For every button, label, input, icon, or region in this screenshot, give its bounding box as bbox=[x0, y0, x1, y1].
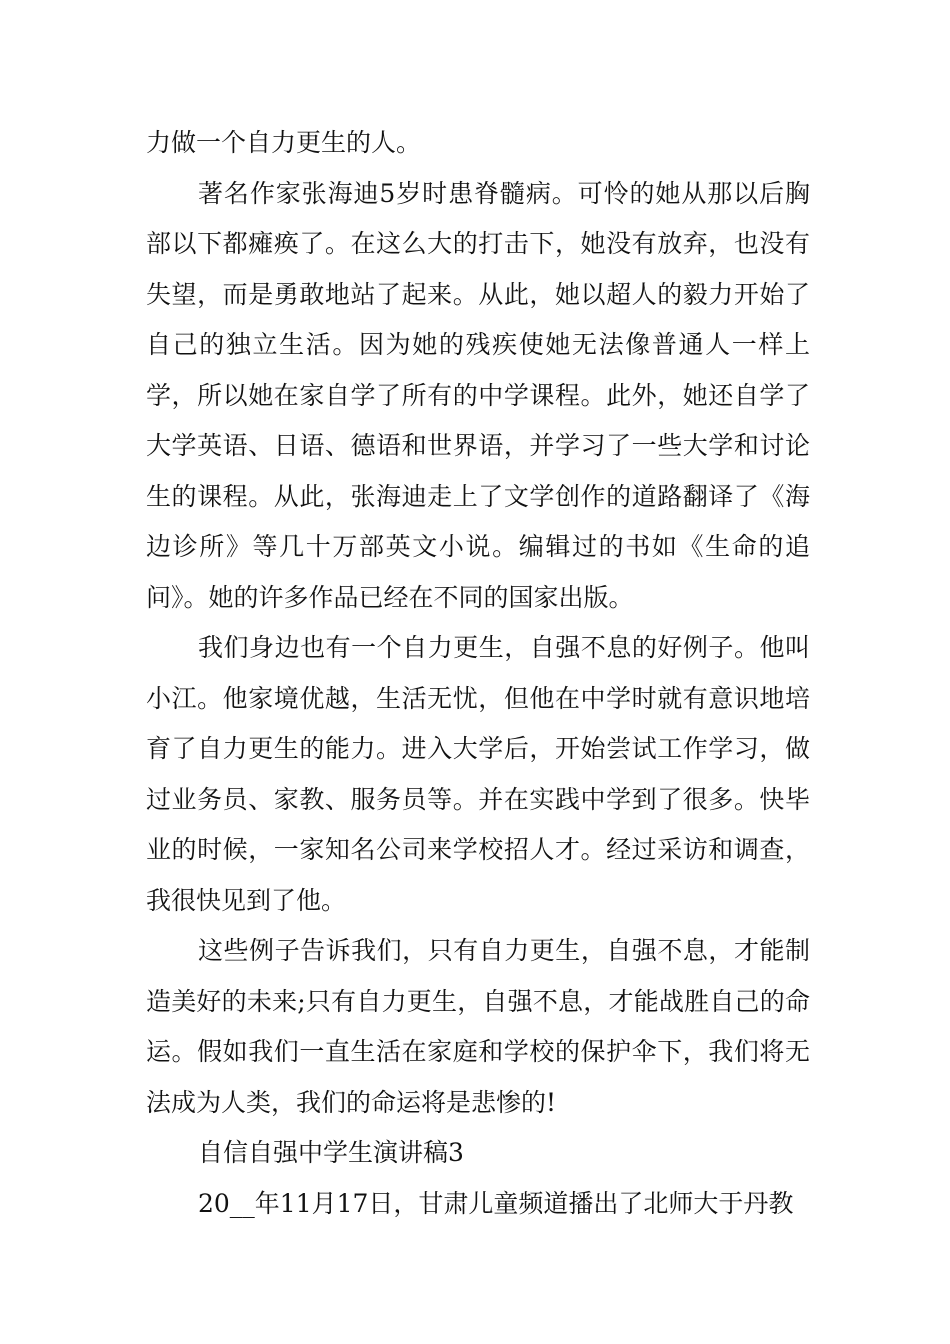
paragraph-xiao-jiang: 我们身边也有一个自力更生，自强不息的好例子。他叫小江。他家境优越，生活无忧，但他在中学时就有意识地培育了自力更生的能力。进入大学后，开始尝试工作学习，做过业务员、家教、服务员等。并在实践中学到了很多。快毕业的时候，一家知名公司来学校招人才。经过采访和调查，我很快见到了他。 bbox=[146, 633, 810, 915]
paragraph-broadcast: 20__年11月17日，甘肃儿童频道播出了北师大于丹教 bbox=[198, 1188, 794, 1218]
paragraph-zhang-haidi: 著名作家张海迪5岁时患脊髓病。可怜的她从那以后胸部以下都瘫痪了。在这么大的打击下，她没有放弃，也没有失望，而是勇敢地站了起来。从此，她以超人的毅力开始了自己的独立生活。因为她的残疾使她无法像普通人一样上学，所以她在家自学了所有的中学课程。此外，她还自学了大学英语、日语、德语和世界语，并学习了一些大学和讨论生的课程。从此，张海迪走上了文学创作的道路翻译了《海边诊所》等几十万部英文小说。编辑过的书如《生命的追问》。她的许多作品已经在不同的国家出版。 bbox=[146, 178, 810, 612]
paragraph-continuation: 力做一个自力更生的人。 bbox=[146, 128, 422, 157]
paragraph-conclusion: 这些例子告诉我们，只有自力更生，自强不息，才能制造美好的未来;只有自力更生，自强不息，才能战胜自己的命运。假如我们一直生活在家庭和学校的保护伞下，我们将无法成为人类，我们的命运将是悲惨的! bbox=[146, 936, 810, 1117]
section-heading: 自信自强中学生演讲稿3 bbox=[198, 1138, 464, 1167]
